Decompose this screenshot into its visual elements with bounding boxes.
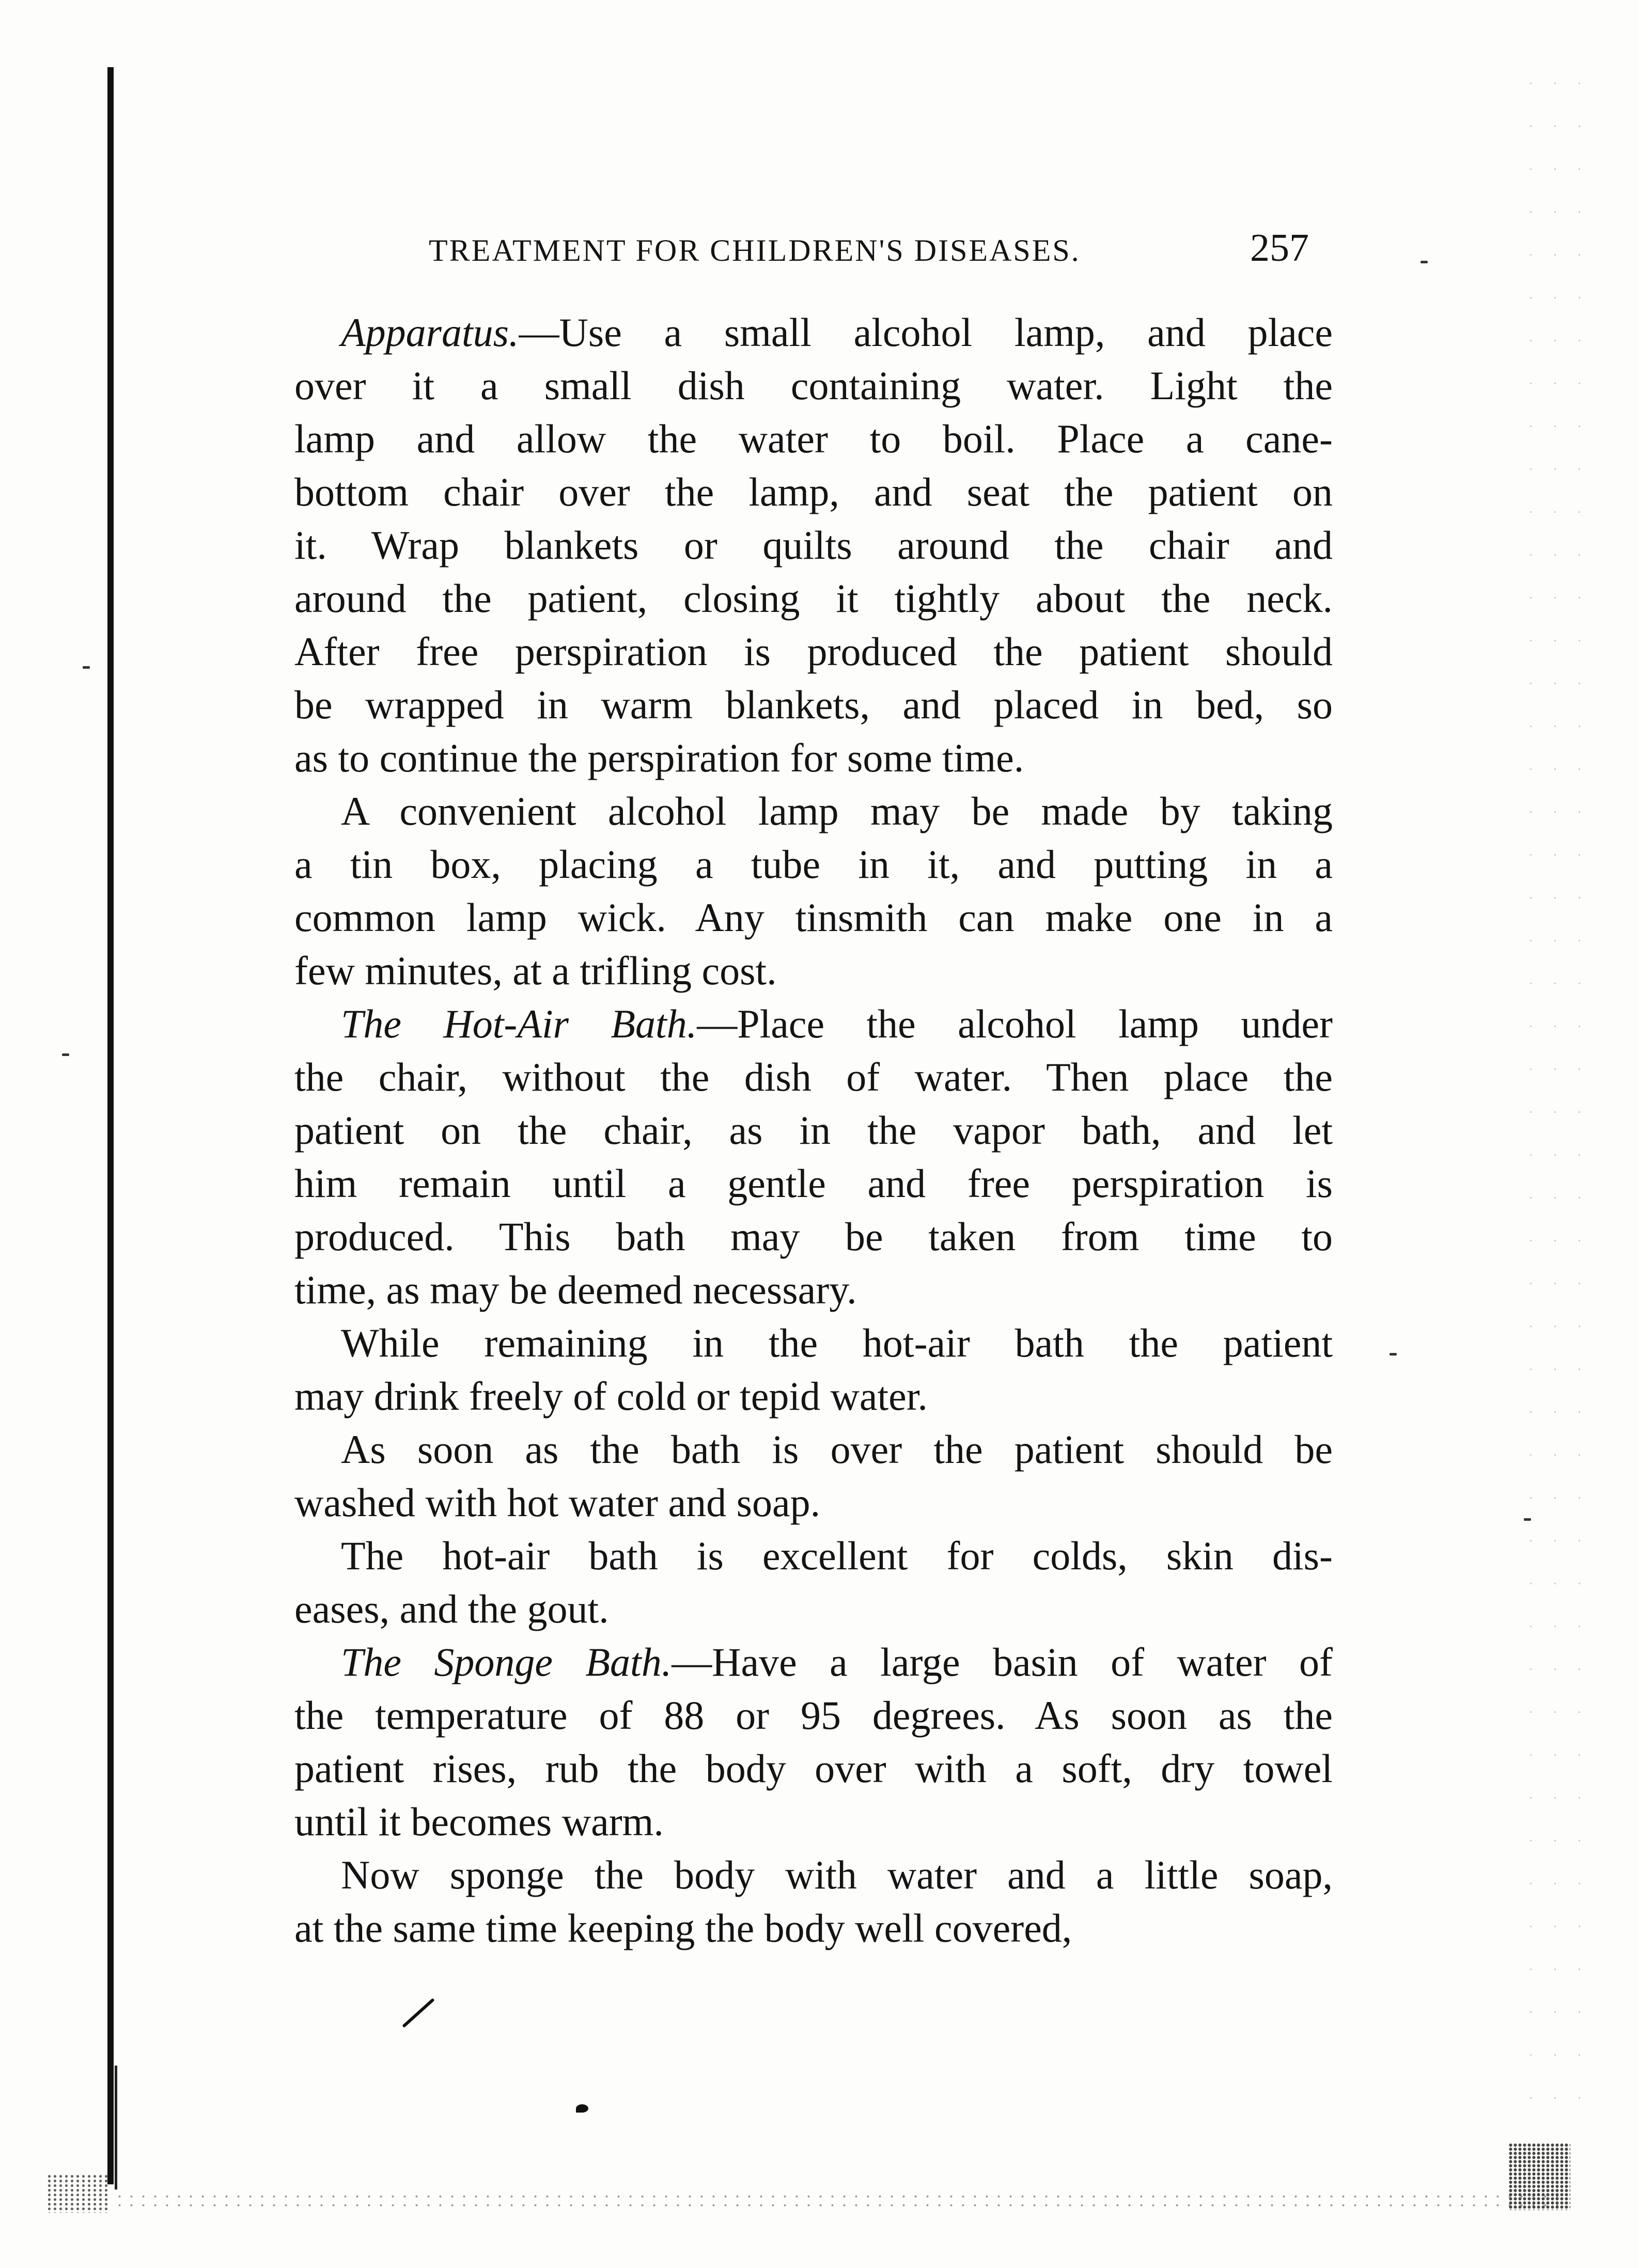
running-head: TREATMENT FOR CHILDREN'S DISEASES. xyxy=(429,233,1081,267)
line-text: —Use a small alcohol lamp, and place xyxy=(519,310,1333,355)
text-line xyxy=(294,1369,1333,1423)
line-text: —Place the alcohol lamp under xyxy=(697,1001,1333,1046)
text-line xyxy=(294,944,1333,997)
stray-mark xyxy=(1390,1353,1397,1356)
text-line xyxy=(294,1582,1333,1635)
line-text: After free perspiration is produced the patient should xyxy=(294,629,1333,674)
text-line xyxy=(294,1423,1333,1476)
line-text: —Have a large basin of water of xyxy=(672,1640,1333,1684)
line-text: common lamp wick. Any tinsmith can make one in a xyxy=(294,895,1333,940)
paragraph xyxy=(294,1529,1333,1635)
stray-mark xyxy=(83,666,90,669)
line-text: eases, and the gout. xyxy=(294,1586,609,1631)
ink-spot-mark xyxy=(576,2104,588,2113)
scan-blot-left xyxy=(46,2174,108,2213)
text-line xyxy=(294,838,1333,891)
line-text: washed with hot water and soap. xyxy=(294,1480,821,1525)
line-text: him remain until a gentle and free perspiration is xyxy=(294,1161,1333,1206)
line-text: patient on the chair, as in the vapor bath, and let xyxy=(294,1108,1333,1153)
line-text: As soon as the bath is over the patient should be xyxy=(341,1427,1333,1472)
line-text: The hot-air bath is excellent for colds, skin dis- xyxy=(341,1533,1333,1578)
scan-speckle-bottom xyxy=(114,2192,1560,2213)
paragraph xyxy=(294,1423,1333,1529)
line-text: time, as may be deemed necessary. xyxy=(294,1267,857,1312)
text-line xyxy=(294,1742,1333,1795)
text-line xyxy=(294,1901,1333,1955)
line-text: patient rises, rub the body over with a soft, dry towel xyxy=(294,1746,1333,1791)
text-line xyxy=(294,784,1333,838)
text-line xyxy=(294,1104,1333,1157)
section-lead: The Hot-Air Bath. xyxy=(341,1001,697,1046)
line-text: While remaining in the hot-air bath the patient xyxy=(341,1320,1333,1365)
scan-blot-right xyxy=(1508,2143,1570,2210)
text-line xyxy=(294,731,1333,784)
binding-edge-line xyxy=(107,67,114,2184)
text-line xyxy=(294,1529,1333,1582)
text-line xyxy=(294,1316,1333,1369)
text-line xyxy=(294,891,1333,944)
line-text: it. Wrap blankets or quilts around the chair and xyxy=(294,523,1333,568)
line-text: as to continue the perspiration for some time. xyxy=(294,735,1024,780)
line-text: bottom chair over the lamp, and seat the patient on xyxy=(294,469,1333,514)
line-text: the temperature of 88 or 95 degrees. As soon as the xyxy=(294,1693,1333,1738)
paragraph xyxy=(294,1316,1333,1423)
page-number: 257 xyxy=(1250,226,1309,270)
line-text: at the same time keeping the body well covered, xyxy=(294,1905,1072,1950)
text-line xyxy=(294,1263,1333,1316)
line-text: until it becomes warm. xyxy=(294,1799,664,1844)
text-line xyxy=(294,518,1333,572)
text-line xyxy=(294,465,1333,518)
text-line xyxy=(294,678,1333,731)
text-line xyxy=(294,1050,1333,1104)
text-line xyxy=(294,1635,1333,1689)
text-line xyxy=(294,1795,1333,1848)
text-line xyxy=(294,306,1333,359)
text-line xyxy=(294,625,1333,678)
binding-edge-line-lower xyxy=(115,2066,117,2190)
text-line xyxy=(294,412,1333,465)
scan-speckle-right xyxy=(1519,62,1581,2128)
line-text: the chair, without the dish of water. Then place the xyxy=(294,1054,1333,1099)
paragraph xyxy=(294,306,1333,784)
paragraph xyxy=(294,1635,1333,1848)
text-line xyxy=(294,359,1333,412)
body-text xyxy=(294,306,1333,1955)
line-text: lamp and allow the water to boil. Place a cane- xyxy=(294,416,1333,461)
line-text: A convenient alcohol lamp may be made by taking xyxy=(341,789,1333,833)
line-text: a tin box, placing a tube in it, and putting in a xyxy=(294,842,1333,887)
text-line xyxy=(294,997,1333,1050)
text-line xyxy=(294,1848,1333,1901)
section-lead: Apparatus. xyxy=(341,310,519,355)
line-text: Now sponge the body with water and a little soap, xyxy=(341,1852,1333,1897)
paragraph xyxy=(294,784,1333,997)
paragraph xyxy=(294,1848,1333,1955)
line-text: may drink freely of cold or tepid water. xyxy=(294,1374,928,1419)
text-line xyxy=(294,1210,1333,1263)
line-text: around the patient, closing it tightly about the neck. xyxy=(294,576,1333,621)
paragraph xyxy=(294,997,1333,1316)
text-line xyxy=(294,572,1333,625)
text-line xyxy=(294,1157,1333,1210)
pen-stroke-mark xyxy=(402,1998,434,2028)
line-text: be wrapped in warm blankets, and placed in bed, so xyxy=(294,682,1333,727)
stray-mark xyxy=(1421,261,1428,263)
line-text: produced. This bath may be taken from time to xyxy=(294,1214,1333,1259)
line-text: few minutes, at a trifling cost. xyxy=(294,948,777,993)
section-lead: The Sponge Bath. xyxy=(341,1640,672,1684)
stray-mark xyxy=(1524,1518,1531,1521)
line-text: over it a small dish containing water. Light the xyxy=(294,363,1333,408)
text-line xyxy=(294,1689,1333,1742)
text-line xyxy=(294,1476,1333,1529)
stray-mark xyxy=(62,1053,69,1056)
